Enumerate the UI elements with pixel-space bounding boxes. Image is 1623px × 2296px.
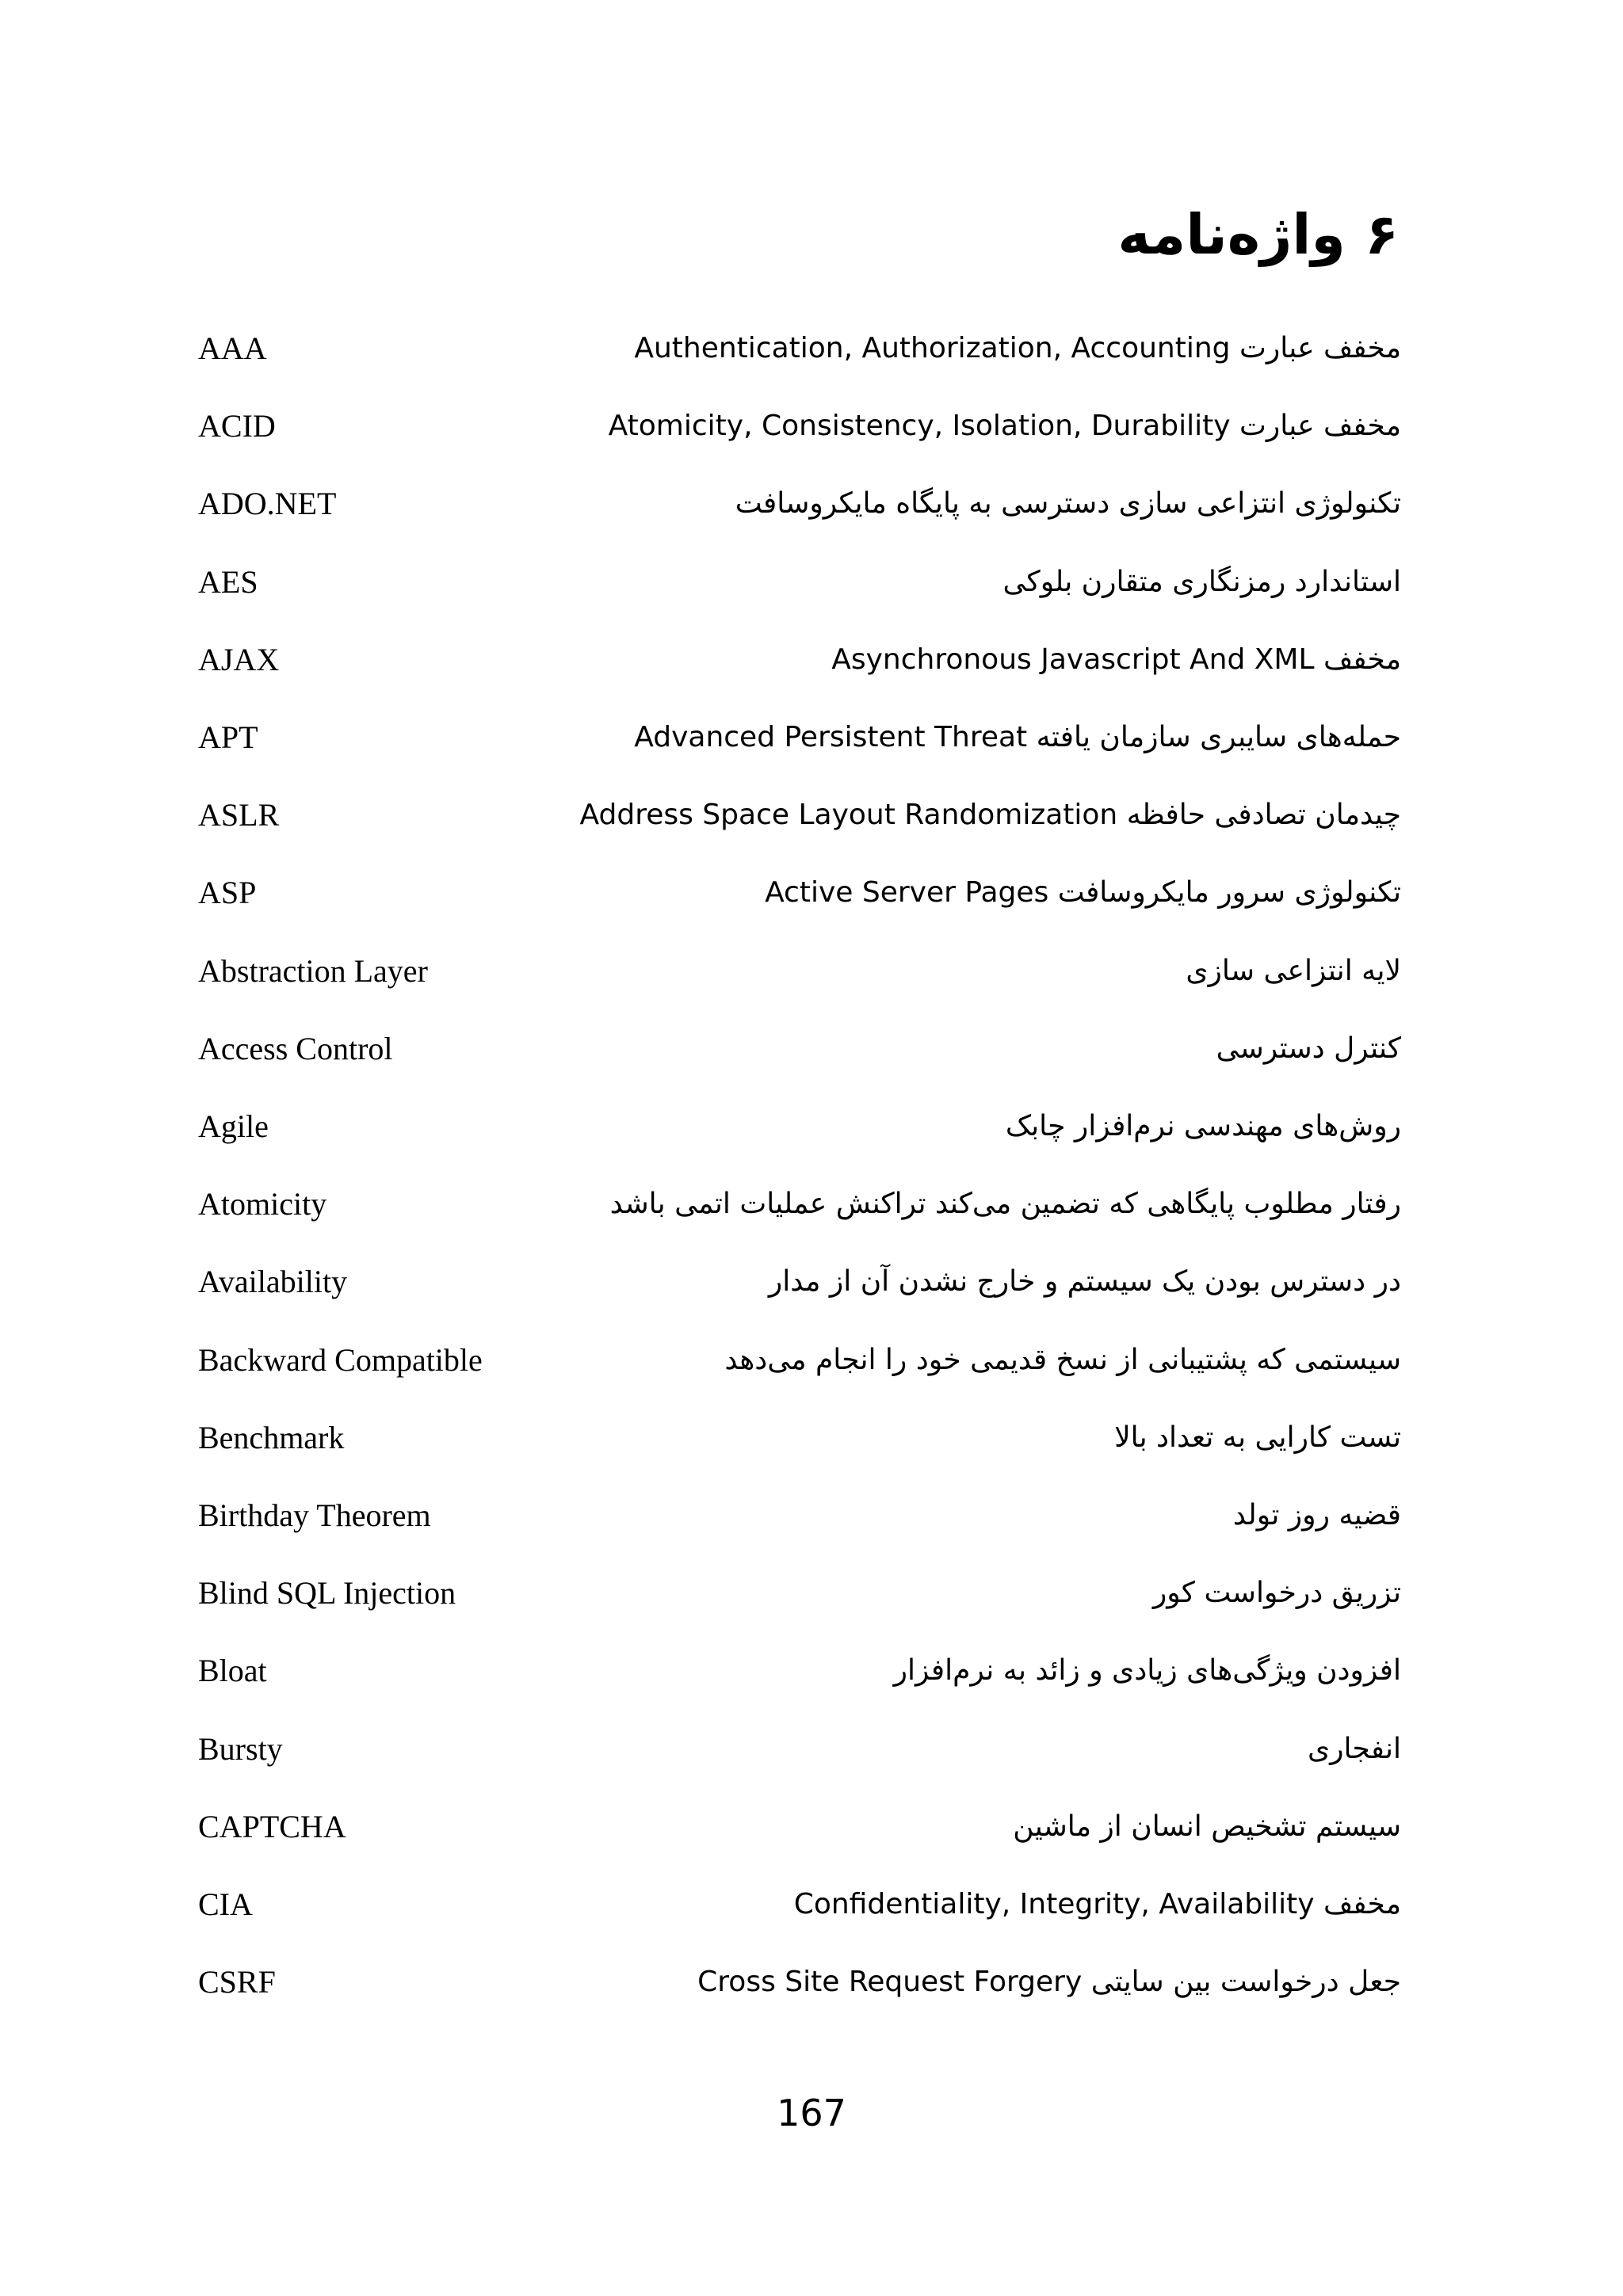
glossary-definition: سیستم تشخیص انسان از ماشین <box>1013 1810 1401 1843</box>
glossary-definition: استاندارد رمزنگاری متقارن بلوکی <box>1002 566 1401 598</box>
glossary-definition: رفتار مطلوب پایگاهی که تضمین می‌کند تراکنش عملیات اتمی باشد <box>609 1188 1401 1220</box>
glossary-term: ASLR <box>198 797 280 833</box>
glossary-term: AES <box>198 564 258 600</box>
glossary-row <box>198 1958 1401 2006</box>
glossary-row <box>198 402 1401 450</box>
glossary-term: Atomicity <box>198 1186 327 1222</box>
glossary-row <box>198 559 1401 606</box>
glossary-row <box>198 791 1401 839</box>
glossary-row <box>198 1569 1401 1617</box>
glossary-term: ADO.NET <box>198 486 337 521</box>
glossary-definition: سیستمی که پشتیبانی از نسخ قدیمی خود را انجام می‌دهد <box>724 1344 1401 1376</box>
glossary-definition: قضیه روز تولد <box>1232 1499 1401 1531</box>
glossary-definition: افزودن ویژگی‌های زیادی و زائد به نرم‌افزار <box>893 1654 1401 1687</box>
glossary-definition: مخفف Asynchronous Javascript And XML <box>831 643 1401 676</box>
glossary-row <box>198 1025 1401 1073</box>
glossary-row <box>198 1258 1401 1306</box>
glossary-term: Agile <box>198 1108 269 1144</box>
glossary-definition: لایه انتزاعی سازی <box>1186 955 1401 987</box>
glossary-row <box>198 948 1401 995</box>
glossary-term: CSRF <box>198 1964 276 2000</box>
glossary-term: Bursty <box>198 1731 283 1767</box>
glossary-row <box>198 480 1401 528</box>
glossary-term: Abstraction Layer <box>198 953 428 989</box>
glossary-row <box>198 714 1401 761</box>
glossary-definition: در دسترس بودن یک سیستم و خارج نشدن آن از مدار <box>768 1265 1401 1298</box>
glossary-term: Availability <box>198 1264 348 1299</box>
glossary-row <box>198 869 1401 917</box>
glossary-term: APT <box>198 719 258 755</box>
glossary-row <box>198 1103 1401 1150</box>
glossary-definition: تکنولوژی انتزاعی سازی دسترسی به پایگاه مایکروسافت <box>735 487 1401 520</box>
glossary-definition: تکنولوژی سرور مایکروسافت Active Server Pages <box>765 876 1401 909</box>
glossary-definition: تزریق درخواست کور <box>1152 1577 1401 1609</box>
glossary-term: Blind SQL Injection <box>198 1575 456 1611</box>
glossary-row <box>198 1726 1401 1773</box>
glossary-term: AJAX <box>198 642 280 677</box>
glossary-definition: کنترل دسترسی <box>1216 1032 1401 1065</box>
glossary-term: CAPTCHA <box>198 1809 346 1844</box>
glossary-term: CIA <box>198 1886 253 1922</box>
page-number: 167 <box>777 2092 846 2134</box>
glossary-definition: چیدمان تصادفی حافظه Address Space Layout Randomization <box>579 799 1401 831</box>
glossary-row <box>198 1492 1401 1539</box>
glossary-row <box>198 636 1401 684</box>
glossary-row <box>198 1414 1401 1462</box>
glossary-definition: مخفف عبارت Authentication, Authorization, Accounting <box>634 332 1401 364</box>
glossary-term: Benchmark <box>198 1420 345 1455</box>
glossary-row <box>198 1337 1401 1384</box>
glossary-term: ACID <box>198 408 276 444</box>
glossary-row <box>198 1647 1401 1695</box>
glossary-definition: روش‌های مهندسی نرم‌افزار چابک <box>1005 1110 1401 1142</box>
glossary-row <box>198 1881 1401 1928</box>
glossary-definition: انفجاری <box>1307 1733 1401 1765</box>
glossary-row <box>198 325 1401 372</box>
glossary-term: AAA <box>198 330 267 366</box>
glossary-term: Access Control <box>198 1031 393 1066</box>
glossary-definition: مخفف عبارت Atomicity, Consistency, Isolation, Durability <box>608 410 1401 442</box>
glossary-definition: حمله‌های سایبری سازمان یافته Advanced Persistent Threat <box>634 721 1401 753</box>
glossary-definition: تست کارایی به تعداد بالا <box>1114 1421 1401 1454</box>
glossary-term: Bloat <box>198 1653 267 1688</box>
glossary-term: Birthday Theorem <box>198 1497 431 1533</box>
glossary-row <box>198 1180 1401 1228</box>
glossary-term: ASP <box>198 875 257 910</box>
glossary-definition: مخفف Confidentiality, Integrity, Availability <box>793 1888 1401 1920</box>
chapter-heading: ۶ واژه‌نامه <box>1117 202 1399 267</box>
glossary-term: Backward Compatible <box>198 1342 483 1378</box>
glossary-row <box>198 1803 1401 1851</box>
glossary-definition: جعل درخواست بین سایتی Cross Site Request Forgery <box>697 1966 1401 1998</box>
